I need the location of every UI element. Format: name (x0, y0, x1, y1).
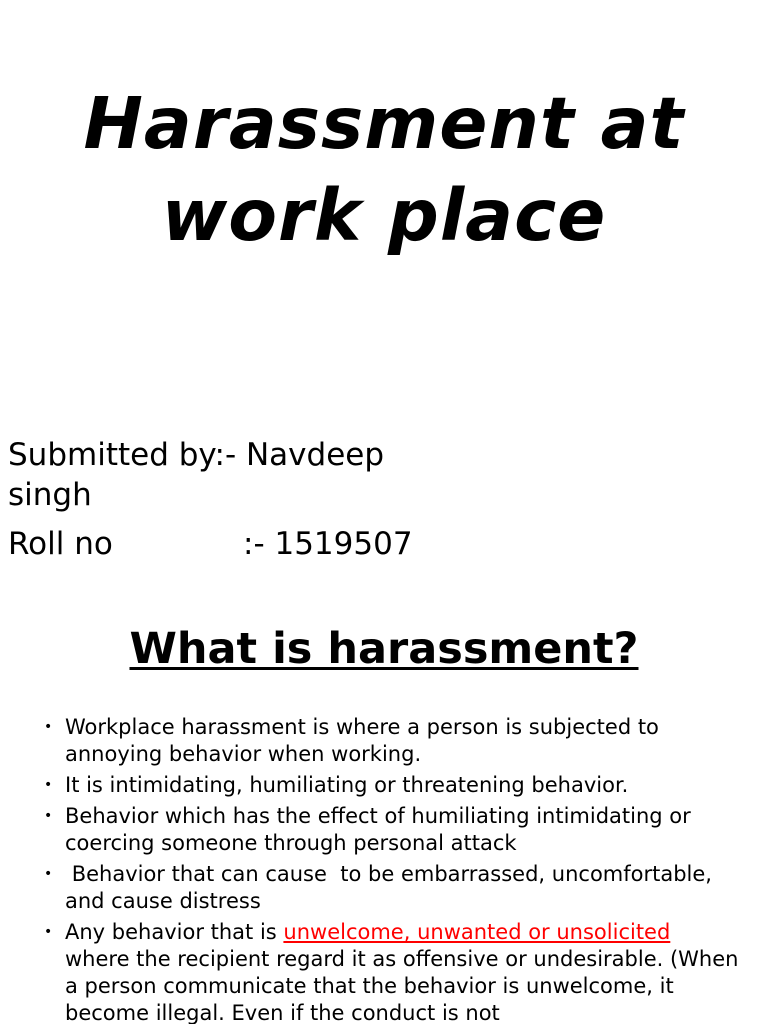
roll-value: :- 1519507 (243, 526, 413, 562)
section-heading (0, 622, 768, 676)
bullet-text: Behavior that can cause to be embarrassed, uncomfortable, and cause distress (65, 862, 719, 913)
list-item (44, 919, 740, 1024)
slide-title (0, 78, 768, 262)
bullet-text: Workplace harassment is where a person is subjected to annoying behavior when working. (65, 715, 659, 766)
list-item (44, 861, 740, 915)
roll-label: Roll no (8, 526, 113, 562)
submitted-by-line-1: Submitted by:- Navdeep (8, 437, 385, 473)
bullet-text-prefix: Any behavior that is (65, 920, 284, 944)
highlighted-phrase: unwelcome, unwanted or unsolicited (283, 920, 671, 944)
bullet-icon: • (44, 866, 53, 882)
list-item (44, 772, 740, 799)
list-item (44, 714, 740, 768)
bullet-list (0, 714, 740, 1024)
submitted-by-line-2: singh (8, 477, 92, 513)
bullet-text-rest: where the recipient regard it as offensive or undesirable. (When a person communicate that the behavior is unwelcome, it become illegal. Even if the conduct is not (65, 947, 739, 1024)
title-line-2: work place (161, 174, 607, 257)
title-line-1: Harassment at (83, 82, 685, 165)
bullet-icon: • (44, 808, 53, 824)
bullet-icon: • (44, 924, 53, 940)
section-heading-text: What is harassment? (129, 624, 639, 674)
roll-number (8, 524, 413, 564)
bullet-text: It is intimidating, humiliating or threatening behavior. (65, 773, 629, 797)
list-item (44, 803, 740, 857)
bullet-icon: • (44, 719, 53, 735)
submitted-by (8, 435, 384, 515)
bullet-text: Behavior which has the effect of humiliating intimidating or coercing someone through personal attack (65, 804, 691, 855)
bullet-icon: • (44, 777, 53, 793)
